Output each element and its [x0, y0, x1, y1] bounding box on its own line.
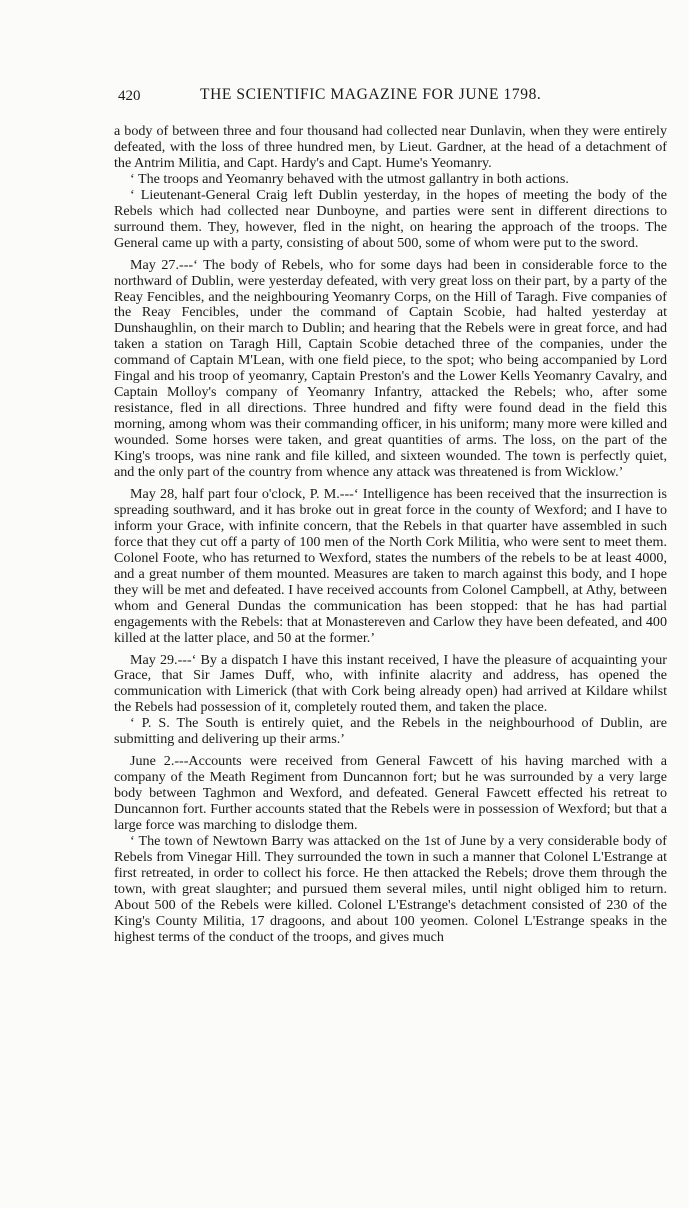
- article-body: [114, 124, 667, 946]
- paragraph: ‘ The town of Newtown Barry was attacked on the 1st of June by a very considerable body of Rebels from Vinegar Hill. They surrounded the town in such a manner that Colonel L'Estrange at first retreated, in order to collect his force. He then attacked the Rebels; drove them through the town, with great slaughter; and pursued them several miles, until night obliged him to return. About 500 of the Rebels were killed. Colonel L'Estrange's detachment consisted of 230 of the King's County Militia, 17 dragoons, and about 100 yeomen. Colonel L'Estrange speaks in the highest terms of the conduct of the troops, and gives much: [114, 832, 667, 945]
- dated-paragraph: May 28, half part four o'clock, P. M.---‘ Intelligence has been received that the insurrection is spreading southward, and it has broke out in great force in the county of Wexford; and I have to inform your Grace, with infinite concern, that the Rebels in that quarter have assembled in such force that they cut off a party of 100 men of the North Cork Militia, who were sent to meet them. Colonel Foote, who has returned to Wexford, states the numbers of the rebels to be at least 4000, and a great number of them mounted. Measures are taken to march against this body, and I hope they will be met and defeated. I have received accounts from Colonel Campbell, at Athy, between whom and General Dundas the communication has been stopped: that he has had partial engagements with the Rebels: that at Monastereven and Carlow they have been defeated, and 400 killed at the latter place, and 50 at the former.’: [114, 485, 667, 646]
- paragraph: a body of between three and four thousand had collected near Dunlavin, when they were entirely defeated, with the loss of three hundred men, by Lieut. Gardner, at the head of a detachment of the Antrim Militia, and Capt. Hardy's and Capt. Hume's Yeomanry.: [114, 123, 667, 171]
- dated-paragraph: June 2.---Accounts were received from General Fawcett of his having marched with a company of the Meath Regiment from Duncannon fort; but he was surrounded by a very large body between Taghmon and Wexford, and defeated. General Fawcett effected his retreat to Duncannon fort. Further accounts stated that the Rebels were in possession of Wexford; but that a large force was marching to dislodge them.: [114, 753, 667, 834]
- paragraph: ‘ P. S. The South is entirely quiet, and the Rebels in the neighbourhood of Dublin, are submitting and delivering up their arms.’: [114, 715, 667, 748]
- paragraph: ‘ The troops and Yeomanry behaved with the utmost gallantry in both actions.: [130, 170, 569, 187]
- running-title: THE SCIENTIFIC MAGAZINE FOR JUNE 1798.: [200, 86, 542, 103]
- paragraph: ‘ Lieutenant-General Craig left Dublin yesterday, in the hopes of meeting the body of the Rebels which had collected near Dunboyne, and parties were sent in different directions to surround them. They, however, fled in the night, on hearing the approach of the troops. The General came up with a party, consisting of about 500, some of whom were put to the sword.: [114, 186, 667, 251]
- running-header: [118, 84, 618, 112]
- page-number: 420: [118, 88, 141, 104]
- dated-paragraph: May 29.---‘ By a dispatch I have this instant received, I have the pleasure of acquainting your Grace, that Sir James Duff, who, with infinite alacrity and address, has opened the communication with Limerick (that with Cork being already open) had arrived at Kildare whilst the Rebels had possession of it, completely routed them, and taken the place.: [114, 651, 667, 716]
- dated-paragraph: May 27.---‘ The body of Rebels, who for some days had been in considerable force to the northward of Dublin, were yesterday defeated, with very great loss on their part, by a party of the Reay Fencibles, and the neighbouring Yeomanry Corps, on the Hill of Taragh. Five companies of the Reay Fencibles, under the command of Captain Scobie, had halted yesterday at Dunshaughlin, on their march to Dublin; and hearing that the Rebels were in great force, and had taken a station on Taragh Hill, Captain Scobie detached three of the companies, under the command of Captain M'Lean, with one field piece, to the spot; who being accompanied by Lord Fingal and his troop of yeomanry, Captain Preston's and the Lower Kells Yeomanry Cavalry, and Captain Molloy's company of Yeomanry Infantry, attacked the Rebels; who, after some resistance, fled in all directions. Three hundred and fifty were found dead in the field this morning, among whom was their commanding officer, in his uniform; many more were killed and wounded. Some horses were taken, and great quantities of arms. The loss, on the part of the King's troops, was nine rank and file killed, and sixteen wounded. The town is perfectly quiet, and the only part of the country from whence any attack was threatened is from Wicklow.’: [114, 256, 667, 481]
